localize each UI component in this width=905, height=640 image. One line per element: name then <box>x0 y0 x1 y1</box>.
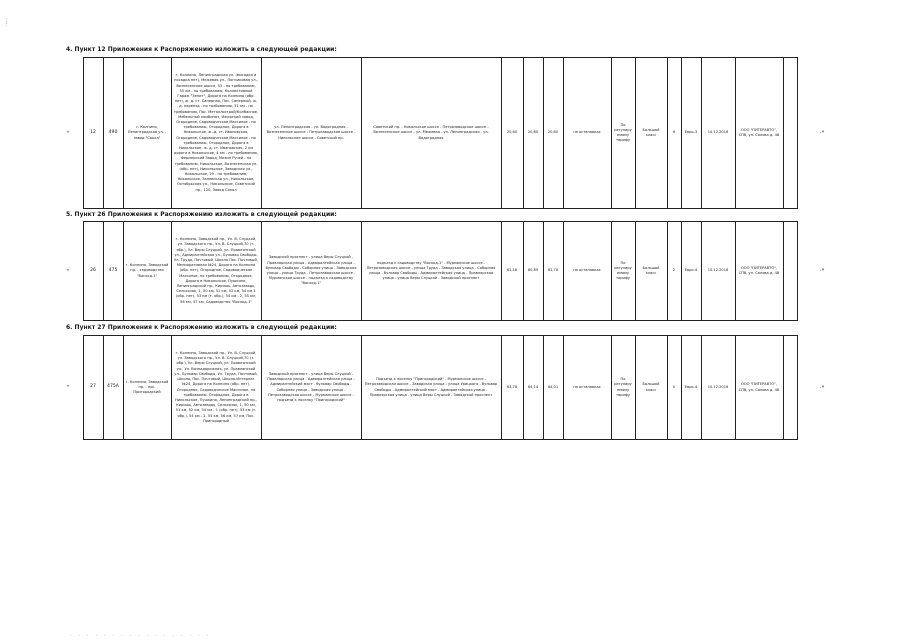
start-date: 10.12.2016 <box>701 336 735 440</box>
carrier: ООО "ПИТЕРАВТО", СПб, ул. Салова д. 48 <box>735 222 783 321</box>
open-quote: « <box>53 222 83 321</box>
streets-short: Заводской проспект - улица Веры Слуцкой - Правлярская улица - Адмиралтейская улица - бульвар Свободы - Соборная улица - Заводская улица - улица Труда - Петрозаводская шоссе - Мурманское шоссе - подъезд к садоводству "Восход-1" <box>261 222 361 321</box>
vehicle-count: 0 <box>667 336 681 440</box>
tariff: По регулируемому тарифу <box>611 336 635 440</box>
length-total: 20,60 <box>543 58 563 209</box>
streets-forward: г. Колпино, Ленинградская ул. (высадка и посадка нет), Межевая ул., Пончиковая ул., Вознесенское шоссе, 53 - по требованию, 55 км - по требованию, Коллективный Гараж "Зенит", Дорога на Колпино (обр. нет), ж. д. ст. Саперная, Пос. Саперный, ж. д. переезд - по требованию, 31 км - по требованию, Пос. Металлострой/Колбасное, Мебельный комбинат, Ижорский завод, Огородное, Садоводческое Массиное - по требованию, Огородное, Дорога в Никольское, ж.-д. ст. Ивановская, Огородное, Садоводческое Массиное - по требованию, Огородное, Дорога в Никольское, ж. д. ст. Ивановская, 2 км дорога в Никольское, 4 км - по требованию, Фермерский Завод, Мизин Ручей - по требованию, Никольское, Вознесенская ул. (обр. нет), Никольское, Заводская ул., Никольское, 29 - по требованию, Никольское, Заневская ул., Никольское, Октябрьская ул., Никольское, Советский пр., 120, Завод Сокол <box>171 58 261 209</box>
route-code: 475А <box>103 336 123 440</box>
eco-class: Евро-4 <box>681 336 701 440</box>
section-heading-4: 4. Пункт 12 Приложения к Распоряжению изложить в следующей редакции: <box>66 46 337 53</box>
open-quote: « <box>53 58 83 209</box>
vehicle-class: Большой класс <box>635 58 667 209</box>
streets-short: Заводской проспект - улица Веры Слуцкой - Правлярская улица - Адмиралтейская улица - Адмиралтейский мост - бульвар Свободы - Соборная улица - Заводская улица - Петрозаводская шоссе - Мурманское шоссе - подъезд к поселку "Пригородский" <box>261 336 361 440</box>
vehicle-class: Большой класс <box>635 336 667 440</box>
length-backward: 60,89 <box>523 222 543 321</box>
footer-dots: · · · · · · · · · · · · · · · · · <box>70 633 211 638</box>
close-quote: .» <box>797 58 847 209</box>
route-table-26 <box>53 221 847 321</box>
eco-class: Евро-4 <box>681 222 701 321</box>
route-number: 27 <box>83 336 103 440</box>
start-date: 10.12.2016 <box>701 222 735 321</box>
length-forward: 61,18 <box>501 222 523 321</box>
streets-backward: подъезд к садоводству "Восход-1" - Мурманское шоссе - Петрозаводская шоссе - улица Труда - Заводская улица - Соборная улица - бульвар Свободы - Адмиралтейская улица - Правлярская улица - улица Веры Слуцкой - Заводской проспект <box>361 222 501 321</box>
section-heading-6: 6. Пункт 27 Приложения к Распоряжению изложить в следующей редакции: <box>66 324 337 331</box>
stop-mode: на остановках <box>563 222 611 321</box>
route-table-12 <box>53 57 847 209</box>
tariff: По регулируемому тарифу <box>611 58 635 209</box>
vehicle-count: 2 <box>667 222 681 321</box>
close-quote: .» <box>797 222 847 321</box>
open-quote: « <box>53 336 83 440</box>
streets-short: ул. Ленинградская - ул. Вадоградная - Вознесенское шоссе - Петрозаводское шоссе - Никольское шоссе - Советский пр. <box>261 58 361 209</box>
length-backward: 64,14 <box>523 336 543 440</box>
vehicle-class: Большой класс <box>635 222 667 321</box>
carrier: ООО "ПИТЕРАВТО", СПб, ул. Салова д. 48 <box>735 58 783 209</box>
length-total: 64,01 <box>543 336 563 440</box>
route-name: г. Колпино, Заводской пр. - пос. Пригородский <box>123 336 171 440</box>
route-code: 475 <box>103 222 123 321</box>
section-heading-5: 5. Пункт 26 Приложения к Распоряжению изложить в следующей редакции: <box>66 211 337 218</box>
route-name: г. Колпино, Ленинградская ул. - завод "Сокол" <box>123 58 171 209</box>
corner-mark: ····· <box>3 18 9 26</box>
carrier: ООО "ПИТЕРАВТО", СПб, ул. Салова д. 48 <box>735 336 783 440</box>
eco-class: Евро-3 <box>681 58 701 209</box>
route-number: 26 <box>83 222 103 321</box>
length-forward: 63,78 <box>501 336 523 440</box>
empty-cell <box>783 58 797 209</box>
streets-forward: г. Колпино, Заводской пр., Ул. В. Слуцкой, ул. Заводского пр., Ул. В. Слуцкой,70 (т. обр.), Ул. Веры Слуцкой, ул. Правлянской ул., Адмиралтейская ул., Бульвар Свободы, Ул. Труда, Почтовый, Школа Пос. Почтовый, Мелиоративная №24, Дорога на Колпино (обр. нет), Огородное, Садоводческое Массиное, по требованию, Огородное, Дорога в Никольское, Пушкино, Ленинградский пр., Киришь, Автозаводь, Сельхозяк, 1, 50 км, 51 км, 52 км, 54 км 1 (обр. нет), 53 км (т. обр.), 54 км - 2, 55 км, 56 км, 57 км, Садоводство "Восход-1" <box>171 222 261 321</box>
vehicle-count: 6 <box>667 58 681 209</box>
route-name: г. Колпино, Заводской пр. - садоводство "Восход-1" <box>123 222 171 321</box>
route-code: 490 <box>103 58 123 209</box>
tariff: По регулируемому тарифу <box>611 222 635 321</box>
streets-backward: Советский пр. - Никольское шоссе - Петрозаводское шоссе - Вознесенское шоссе - ул. Межевая - ул. Ленинградская - ул. Вадоградная <box>361 58 501 209</box>
empty-cell <box>783 222 797 321</box>
stop-mode: на остановках <box>563 58 611 209</box>
start-date: 10.12.2016 <box>701 58 735 209</box>
streets-backward: Подъезд к поселку "Пригородский" - Мурманское шоссе - Петрозаводская шоссе - Заводская улица - улица Урицкого - бульвар Свободы - Адмиралтейский мост - Адмиралтейская улица - Правлярская улица - улица Веры Слуцкой - Заводской проспект <box>361 336 501 440</box>
route-number: 12 <box>83 58 103 209</box>
length-total: 61,70 <box>543 222 563 321</box>
route-table-27 <box>53 335 847 440</box>
close-quote: .» <box>797 336 847 440</box>
streets-forward: г. Колпино, Заводской пр., Ул. В. Слуцкой, ул. Заводского пр., Ул. В. Слуцкой,70 (т. обр.), Ул. Веры Слуцкой, ул. Правлянской ул., Ул. Вознадорожная, ул. Правлянской ул., Бульвар Свободы, Ул. Труда, Почтовый, Школа, Пос. Почтовый, Школа-Интернат №24, Дорога на Колпино (обр. нет), Огородное, Садоводческое Массиное, по требованию, Огородное, Дорога в Никольское, Пушкино, Ленинградский пр., Киришь, Автозаводь, Сельхозяк, 1, 50 км, 51 км, 52 км, 54 км - 1 (обр. нет), 53 км (т. обр.), 54 км - 2, 55 км, 56 км, 57 км, Пос. Пригородный <box>171 336 261 440</box>
length-backward: 20,60 <box>523 58 543 209</box>
stop-mode: на остановках <box>563 336 611 440</box>
length-forward: 20,60 <box>501 58 523 209</box>
empty-cell <box>783 336 797 440</box>
